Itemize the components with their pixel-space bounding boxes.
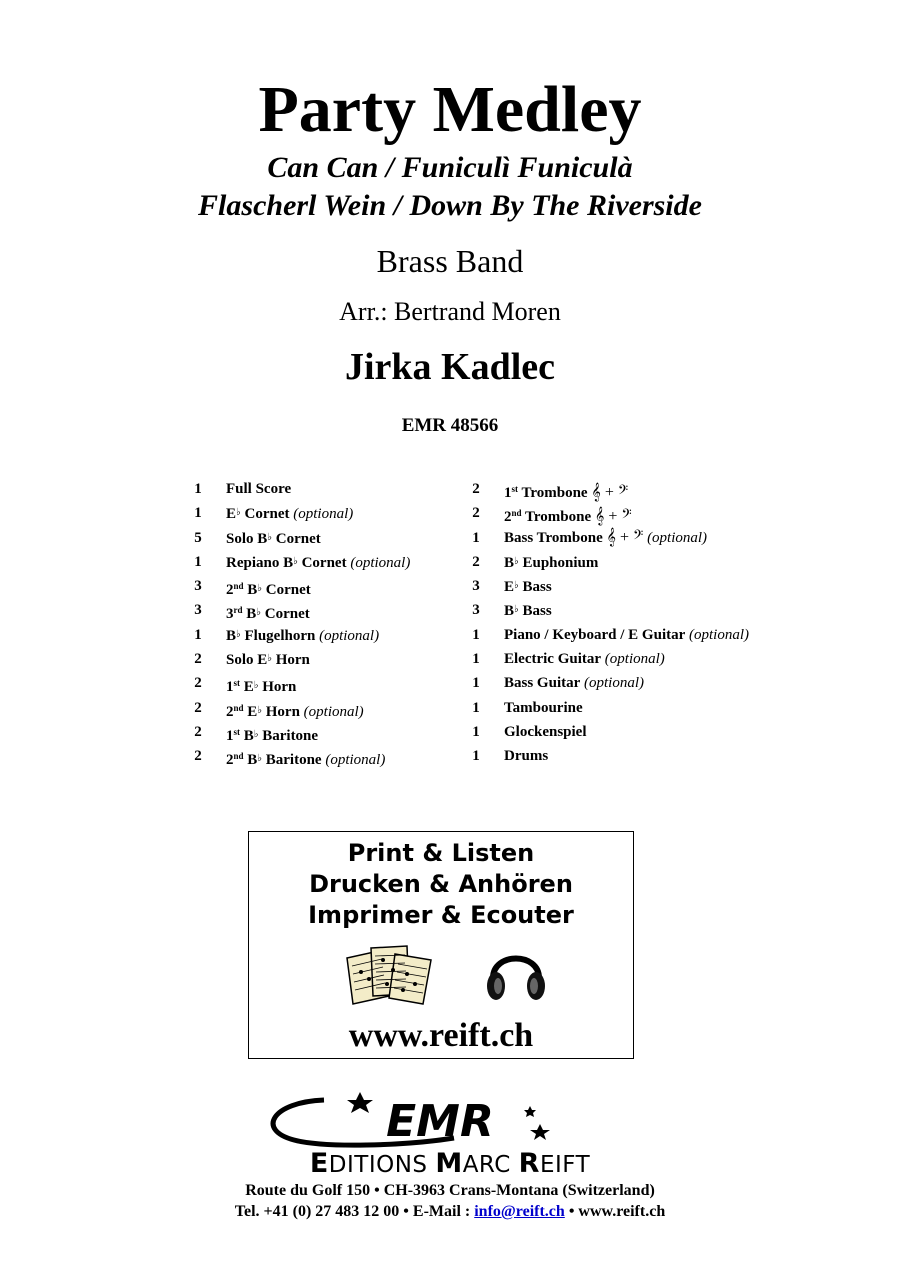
- part-name-text: Drums: [504, 748, 549, 765]
- part-name-text: Horn: [258, 679, 297, 696]
- part-name-text: Full Score: [226, 481, 292, 497]
- part-name-text: Horn: [262, 703, 300, 720]
- part-name-text: Piano / Keyboard / E Guitar: [504, 626, 686, 643]
- part-name-text: E: [243, 703, 258, 720]
- optional-note: (optional): [685, 626, 750, 643]
- part-name: [504, 550, 598, 575]
- headphones-icon: [485, 942, 547, 1006]
- part-name-text: Trombone: [521, 509, 595, 526]
- flat-sign: ♭: [514, 604, 519, 616]
- part-name-text: Bass: [518, 603, 552, 620]
- part-name-text: 1: [504, 485, 512, 501]
- flat-sign: ♭: [514, 580, 519, 592]
- part-quantity: 2: [472, 553, 480, 570]
- flat-sign: ♭: [267, 653, 272, 665]
- arranger-label: Arr.: Bertrand Moren: [339, 297, 561, 326]
- part-name-text: Solo B: [226, 530, 268, 547]
- part-name-text: Cornet: [240, 506, 290, 523]
- part-quantity: 2: [194, 723, 202, 740]
- part-name-text: 2: [504, 509, 512, 526]
- ordinal-suffix: nd: [233, 702, 244, 713]
- part-name-text: B: [240, 727, 254, 744]
- flat-sign: ♭: [293, 555, 298, 567]
- part-name-text: Bass Trombone: [504, 529, 607, 546]
- clef-icons: 𝄞 + 𝄢: [591, 484, 629, 501]
- flat-sign: ♭: [236, 628, 241, 640]
- part-name-text: B: [504, 554, 515, 571]
- ordinal-suffix: nd: [511, 508, 522, 519]
- page-title: Party Medley: [258, 73, 642, 146]
- part-quantity: 2: [194, 675, 202, 692]
- part-name-text: Tambourine: [504, 699, 583, 716]
- part-name-text: Euphonium: [518, 554, 599, 571]
- part-name-text: Cornet: [260, 606, 310, 623]
- ensemble-label: Brass Band: [376, 243, 524, 279]
- optional-note: (optional): [315, 627, 380, 644]
- part-name-text: B: [226, 627, 237, 644]
- part-quantity: 1: [194, 481, 202, 497]
- part-name-text: E: [226, 506, 237, 523]
- part-name-text: B: [243, 752, 258, 769]
- part-name-text: B: [504, 603, 515, 620]
- part-quantity: 1: [472, 699, 480, 716]
- optional-note: (optional): [580, 675, 645, 692]
- optional-note: (optional): [299, 703, 364, 720]
- part-name: [504, 623, 749, 647]
- part-name: [504, 598, 552, 623]
- composer-name: Jirka Kadlec: [344, 346, 556, 388]
- flat-sign: ♭: [253, 728, 259, 740]
- flat-sign: ♭: [514, 555, 519, 567]
- part-name: [226, 744, 385, 772]
- sheet-music-icon: [343, 944, 439, 1006]
- part-quantity: 5: [194, 529, 202, 546]
- part-name-text: Trombone: [518, 485, 592, 501]
- part-name-text: 2: [226, 582, 234, 599]
- ordinal-suffix: st: [233, 678, 240, 689]
- flat-sign: ♭: [253, 680, 259, 692]
- part-name-text: Bass Guitar: [504, 675, 581, 692]
- part-name-text: Baritone: [262, 752, 322, 769]
- part-name-text: E: [240, 679, 254, 696]
- part-quantity: 1: [472, 748, 480, 765]
- clef-icons: 𝄞 + 𝄢: [606, 528, 644, 546]
- part-name: [226, 501, 353, 526]
- part-name-text: 1: [226, 727, 234, 744]
- part-name: [504, 720, 587, 744]
- clef-icons: 𝄞 + 𝄢: [594, 508, 632, 526]
- part-name: [504, 744, 548, 768]
- part-name-text: Solo E: [226, 652, 268, 669]
- part-quantity: 1: [472, 529, 480, 546]
- flat-sign: ♭: [257, 753, 262, 765]
- ordinal-suffix: rd: [233, 605, 243, 616]
- optional-note: (optional): [601, 651, 665, 668]
- part-name-text: E: [504, 579, 515, 596]
- part-quantity: 1: [194, 553, 202, 570]
- part-name: [504, 671, 644, 695]
- part-quantity: 3: [472, 578, 480, 595]
- promo-website[interactable]: www.reift.ch: [348, 1017, 534, 1054]
- part-quantity: 1: [472, 626, 480, 643]
- part-quantity: 2: [472, 505, 480, 522]
- part-name-text: Flugelhorn: [240, 627, 316, 644]
- part-name-text: Electric Guitar: [504, 651, 602, 668]
- optional-note: (optional): [289, 506, 354, 523]
- part-name: [226, 647, 310, 672]
- part-name: [504, 696, 583, 720]
- part-name-text: Baritone: [258, 727, 319, 744]
- publisher-name: EDITIONS MARC REIFT: [309, 1148, 591, 1179]
- part-name-text: 1: [226, 679, 234, 696]
- part-name: [226, 526, 321, 551]
- part-quantity: 3: [194, 602, 202, 619]
- part-quantity: 2: [472, 481, 480, 497]
- ordinal-suffix: st: [233, 726, 240, 737]
- part-name-text: Horn: [271, 652, 310, 669]
- part-name-text: Cornet: [271, 530, 321, 547]
- subtitle-line-2: Flascherl Wein / Down By The Riverside: [198, 189, 702, 222]
- promo-line-english: Print & Listen: [347, 839, 535, 867]
- catalog-code: EMR 48566: [401, 415, 499, 436]
- part-quantity: 2: [194, 651, 202, 668]
- part-name-text: B: [242, 606, 257, 623]
- subtitle-line-1: Can Can / Funiculì Funiculà: [267, 151, 633, 184]
- email-link[interactable]: info@reift.ch: [474, 1203, 565, 1220]
- part-name: [504, 647, 665, 671]
- part-name-text: 2: [226, 752, 234, 769]
- part-name: [504, 574, 552, 599]
- part-name-text: 2: [226, 703, 234, 720]
- ordinal-suffix: nd: [233, 751, 244, 762]
- part-name-text: Glockenspiel: [504, 723, 587, 740]
- optional-note: (optional): [346, 554, 411, 571]
- optional-note: (optional): [643, 529, 708, 546]
- part-quantity: 3: [472, 602, 480, 619]
- part-name-text: Repiano B: [226, 554, 294, 571]
- flat-sign: ♭: [236, 507, 241, 519]
- part-quantity: 1: [472, 723, 480, 740]
- part-name-text: B: [243, 582, 258, 599]
- logo-text: EMR: [386, 1096, 494, 1147]
- flat-sign: ♭: [267, 531, 272, 543]
- part-name-text: Bass: [518, 579, 552, 596]
- flat-sign: ♭: [256, 607, 261, 619]
- print-listen-box: [248, 831, 634, 1059]
- ordinal-suffix: st: [511, 484, 518, 494]
- part-name-text: 3: [226, 606, 234, 623]
- part-name-text: Cornet: [262, 582, 311, 599]
- promo-line-german: Drucken & Anhören: [309, 870, 573, 898]
- part-name: [226, 623, 379, 648]
- optional-note: (optional): [321, 752, 386, 769]
- flat-sign: ♭: [257, 583, 262, 595]
- publisher-contact: Tel. +41 (0) 27 483 12 00 • E-Mail : info@reift.ch • www.reift.ch: [234, 1203, 666, 1220]
- part-quantity: 2: [194, 699, 202, 716]
- part-name-text: Cornet: [297, 554, 347, 571]
- flat-sign: ♭: [257, 704, 262, 716]
- part-quantity: 1: [194, 626, 202, 643]
- part-quantity: 1: [194, 505, 202, 522]
- emr-logo: [254, 1090, 554, 1152]
- part-name: [226, 550, 410, 575]
- part-quantity: 2: [194, 748, 202, 765]
- part-name: [504, 526, 707, 550]
- publisher-address: Route du Golf 150 • CH-3963 Crans-Montana (Switzerland): [245, 1182, 655, 1199]
- ordinal-suffix: nd: [233, 581, 244, 592]
- part-quantity: 1: [472, 675, 480, 692]
- promo-line-french: Imprimer & Ecouter: [308, 901, 574, 929]
- part-name: [226, 477, 291, 501]
- part-quantity: 1: [472, 651, 480, 668]
- part-quantity: 3: [194, 578, 202, 595]
